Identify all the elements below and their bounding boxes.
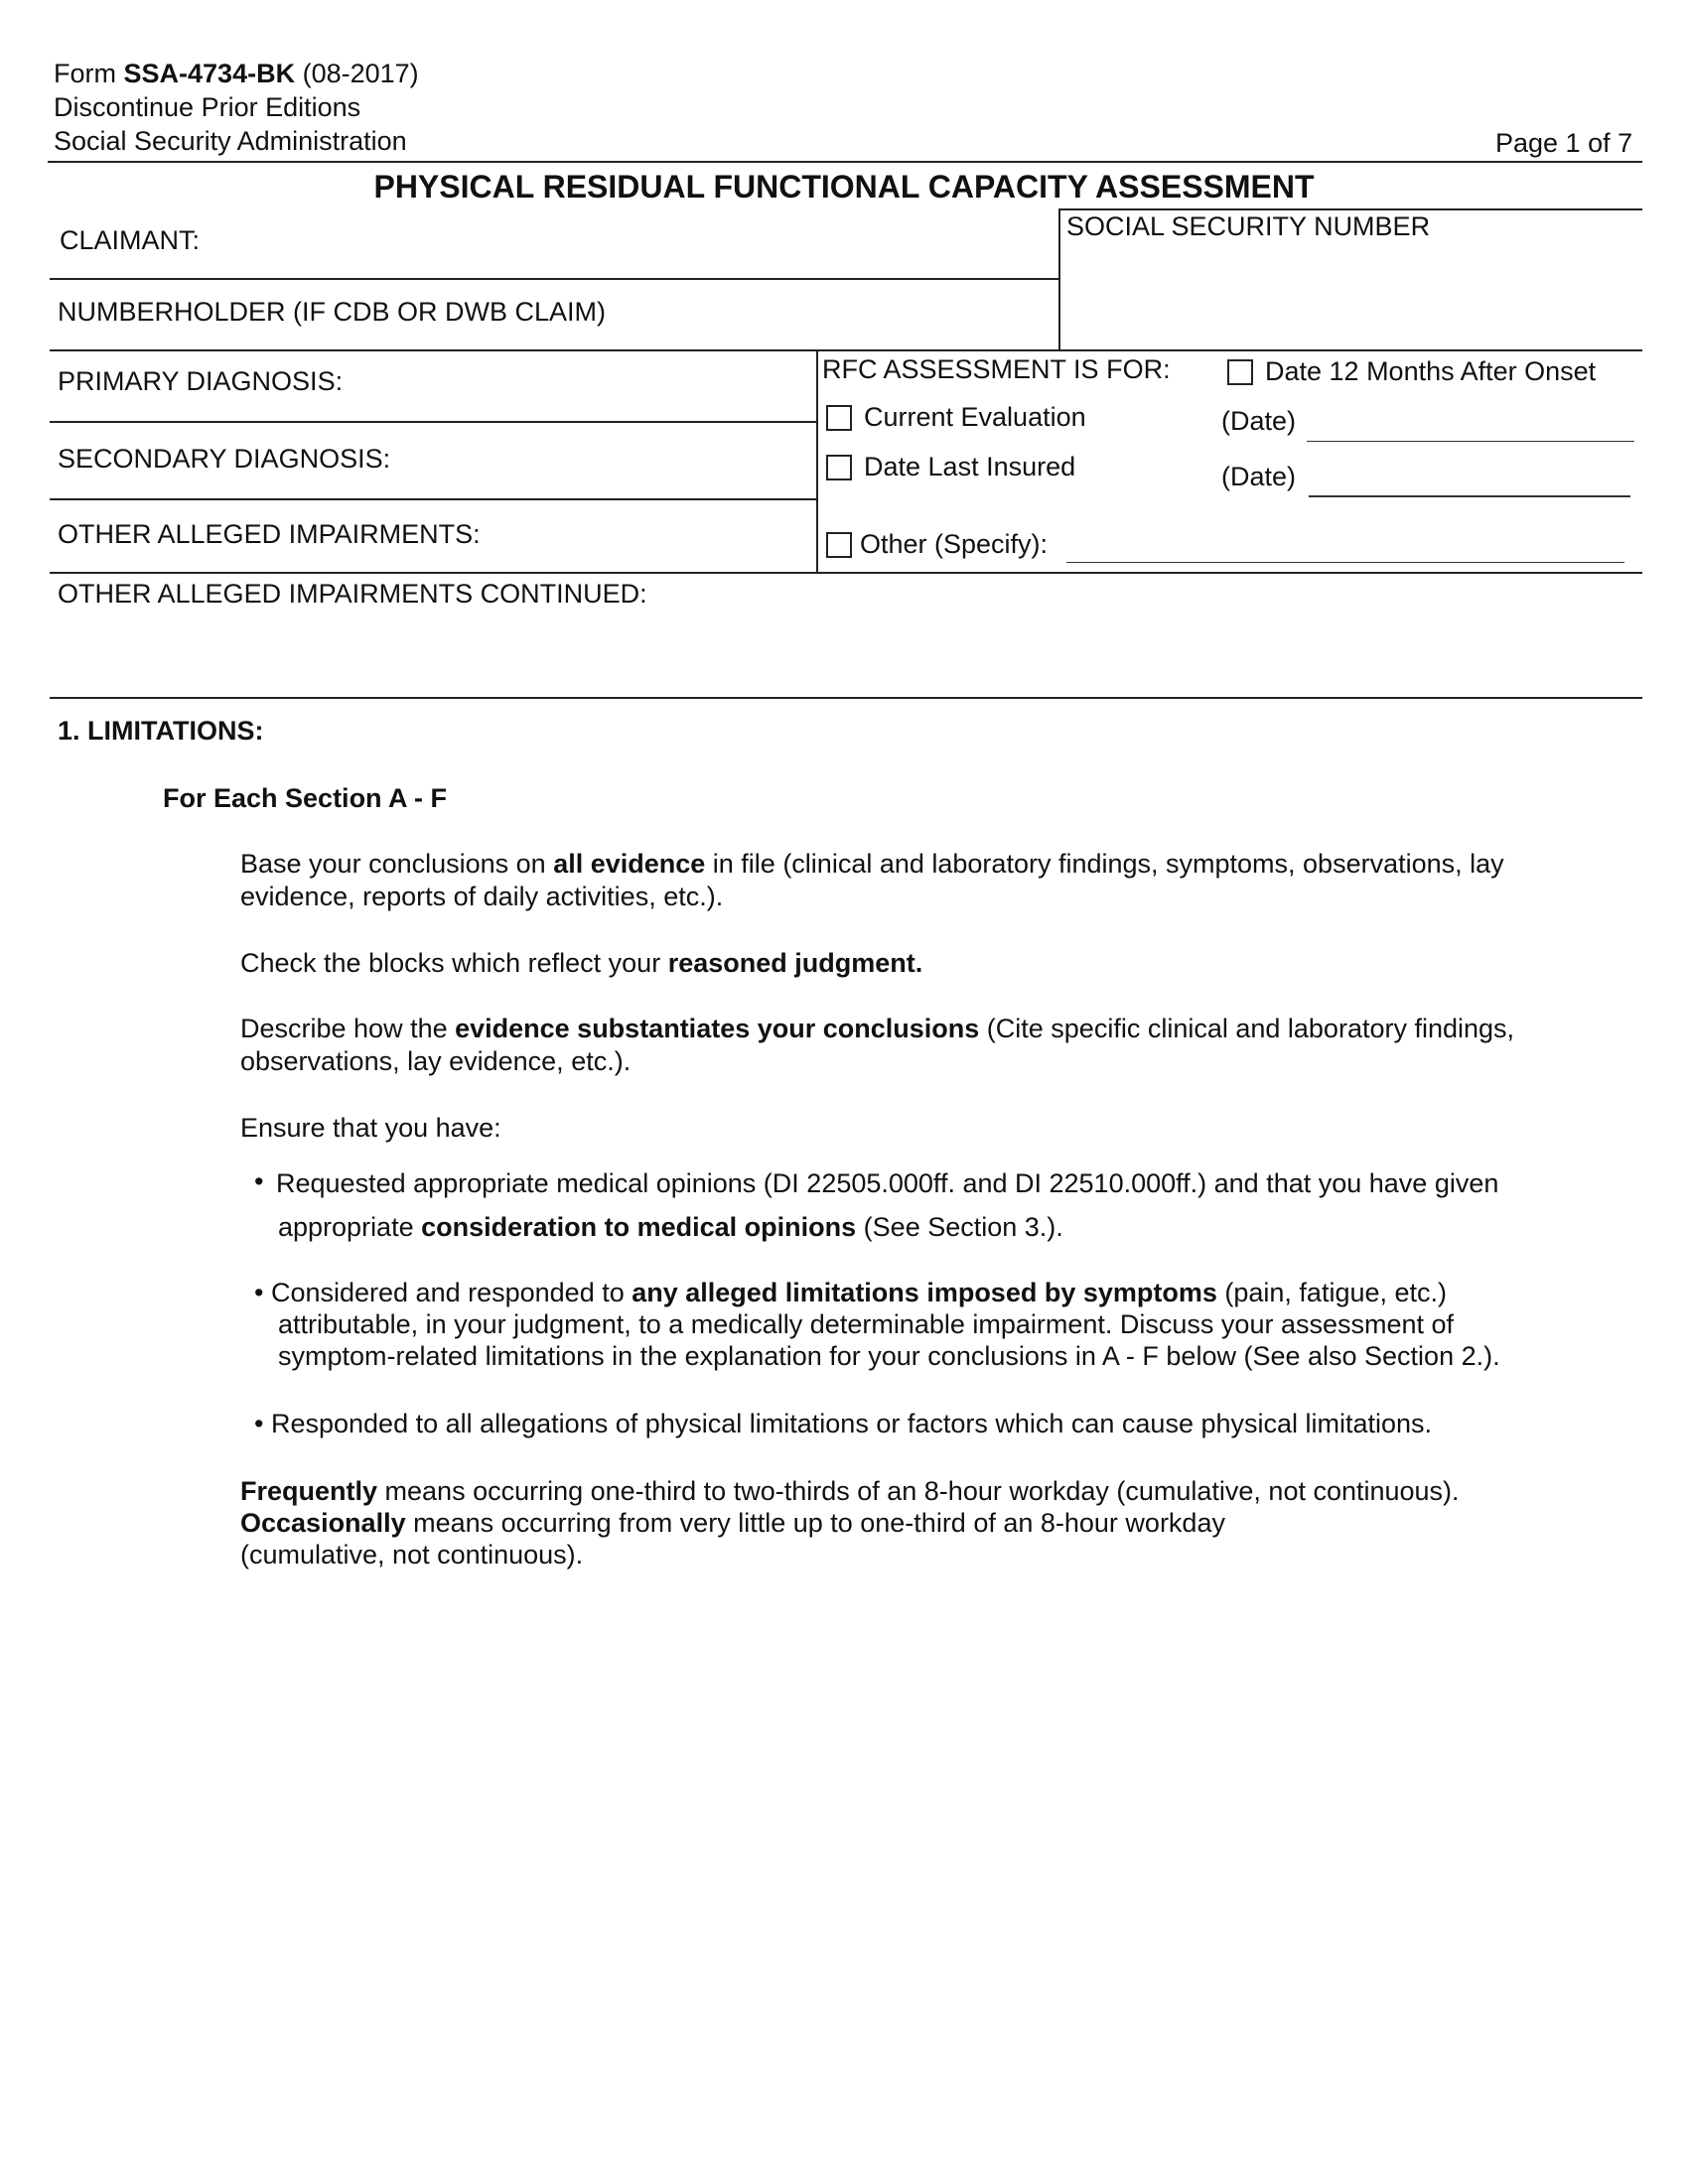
form-number: SSA-4734-BK: [123, 59, 296, 88]
ensure-intro: Ensure that you have:: [240, 1113, 501, 1143]
ssn-left-border: [1058, 208, 1060, 351]
frequently-definition: Frequently means occurring one-third to two-thirds of an 8-hour workday (cumulative, not continuous).: [240, 1476, 1460, 1506]
bullet-1-marker: •: [254, 1166, 264, 1196]
date-last-insured-checkbox[interactable]: [826, 455, 852, 480]
rfc-left-border: [816, 349, 818, 574]
form-date: (08-2017): [302, 59, 419, 88]
other-impairments-label: OTHER ALLEGED IMPAIRMENTS:: [58, 519, 481, 549]
editions-note: Discontinue Prior Editions: [54, 92, 361, 122]
date-underline-1[interactable]: [1307, 441, 1634, 442]
impairments-divider: [50, 572, 1642, 574]
claimant-label: CLAIMANT:: [60, 225, 201, 255]
limitations-heading: 1. LIMITATIONS:: [58, 716, 264, 746]
rfc-heading: RFC ASSESSMENT IS FOR:: [822, 354, 1171, 384]
primary-diagnosis-field[interactable]: [357, 357, 804, 415]
continued-divider: [50, 697, 1642, 699]
occasionally-definition-line-2: (cumulative, not continuous).: [240, 1540, 584, 1570]
ssn-field[interactable]: [1066, 248, 1632, 343]
header-divider: [48, 161, 1642, 163]
numberholder-divider: [50, 349, 1642, 351]
current-evaluation-checkbox[interactable]: [826, 405, 852, 431]
date-underline-2[interactable]: [1309, 495, 1630, 497]
date-last-insured-label: Date Last Insured: [864, 452, 1076, 481]
claimant-divider: [50, 278, 1060, 280]
date-label-2: (Date): [1221, 462, 1297, 491]
bullet-3: • Responded to all allegations of physical limitations or factors which can cause physical limitations.: [254, 1409, 1433, 1438]
form-id: [54, 58, 419, 89]
other-impairments-field[interactable]: [506, 506, 804, 566]
bullet-2-line-2: attributable, in your judgment, to a medically determinable impairment. Discuss your assessment of: [278, 1309, 1455, 1339]
bullet-1-line-1: Requested appropriate medical opinions (DI 22505.000ff. and DI 22510.000ff.) and that you have given: [276, 1168, 1499, 1198]
impairments-continued-field[interactable]: [58, 615, 1636, 691]
secondary-divider: [50, 498, 816, 500]
form-prefix: Form: [54, 59, 116, 88]
primary-diagnosis-label: PRIMARY DIAGNOSIS:: [58, 366, 344, 396]
impairments-continued-label: OTHER ALLEGED IMPAIRMENTS CONTINUED:: [58, 579, 647, 609]
secondary-diagnosis-label: SECONDARY DIAGNOSIS:: [58, 444, 391, 474]
date-12-months-label: Date 12 Months After Onset: [1265, 356, 1597, 386]
instruction-evidence: Base your conclusions on all evidence in file (clinical and laboratory findings, symptoms, observations, lay evidence, reports of daily activities, etc.).: [240, 849, 1504, 911]
page-number: Page 1 of 7: [1495, 128, 1633, 158]
other-specify-label: Other (Specify):: [860, 529, 1049, 559]
instruction-substantiate: Describe how the evidence substantiates your conclusions (Cite specific clinical and laboratory findings, observations, lay evidence, etc.).: [240, 1014, 1515, 1076]
agency-name: Social Security Administration: [54, 126, 407, 156]
limitations-subheading: For Each Section A - F: [163, 783, 448, 813]
other-specify-checkbox[interactable]: [826, 532, 852, 558]
numberholder-field[interactable]: [635, 288, 1053, 343]
bullet-2-line-1: • Considered and responded to any alleged limitations imposed by symptoms (pain, fatigue, etc.): [254, 1278, 1448, 1307]
numberholder-label: NUMBERHOLDER (IF CDB OR DWB CLAIM): [58, 297, 607, 327]
ssn-label: SOCIAL SECURITY NUMBER: [1066, 211, 1431, 241]
instruction-judgment: Check the blocks which reflect your reasoned judgment.: [240, 948, 923, 978]
date-12-months-checkbox[interactable]: [1227, 359, 1253, 385]
claimant-field[interactable]: [288, 214, 1043, 270]
occasionally-definition: Occasionally means occurring from very little up to one-third of an 8-hour workday: [240, 1508, 1225, 1538]
bullet-1-line-2: appropriate consideration to medical opinions (See Section 3.).: [278, 1212, 1063, 1242]
secondary-diagnosis-field[interactable]: [407, 429, 804, 490]
page-title: PHYSICAL RESIDUAL FUNCTIONAL CAPACITY ASSESSMENT: [373, 169, 1315, 205]
other-specify-underline[interactable]: [1066, 562, 1624, 563]
current-evaluation-label: Current Evaluation: [864, 402, 1086, 432]
date-label-1: (Date): [1221, 406, 1297, 436]
primary-divider: [50, 421, 816, 423]
bullet-2-line-3: symptom-related limitations in the explanation for your conclusions in A - F below (See also Section 2.).: [278, 1341, 1500, 1371]
